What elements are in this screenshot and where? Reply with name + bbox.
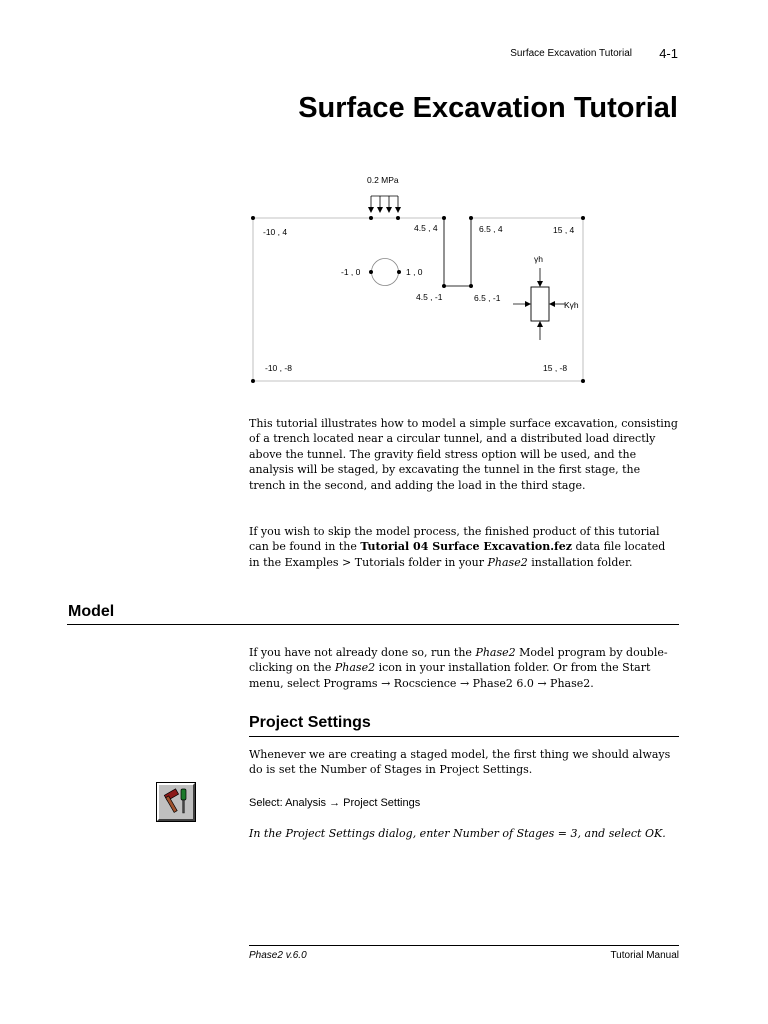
coord-tunnel-left: -1 , 0 bbox=[341, 267, 361, 277]
coord-trench-top-left: 4.5 , 4 bbox=[414, 223, 438, 233]
coord-tunnel-right: 1 , 0 bbox=[406, 267, 423, 277]
running-header-title: Surface Excavation Tutorial bbox=[510, 48, 632, 59]
model-paragraph: If you have not already done so, run the Phase2 Model program by double-clicking on the Phase2 icon in your installation folder. Or from the Start menu, select Programs → Rocscience → Phase2 6.0 → Phase2. bbox=[249, 646, 668, 690]
page-title: Surface Excavation Tutorial bbox=[298, 92, 678, 124]
coord-trench-top-right: 6.5 , 4 bbox=[479, 224, 503, 234]
project-settings-paragraph: Whenever we are creating a staged model, the first thing we should always do is set the Number of Stages in Project Settings. bbox=[249, 748, 671, 777]
subsection-heading-project-settings: Project Settings bbox=[249, 714, 371, 731]
footer-rule bbox=[249, 945, 679, 946]
tunnel-circle bbox=[372, 259, 399, 286]
coord-trench-bottom-right: 6.5 , -1 bbox=[474, 293, 501, 303]
coord-bottom-left: -10 , -8 bbox=[265, 363, 292, 373]
footer-manual-title: Tutorial Manual bbox=[610, 950, 679, 961]
trench-outline bbox=[444, 218, 471, 286]
stress-element bbox=[531, 287, 549, 321]
excavation-model-figure bbox=[240, 165, 600, 390]
select-instruction: Select: Analysis → Project Settings bbox=[249, 797, 421, 809]
subsection-rule bbox=[249, 736, 679, 737]
section-heading-model: Model bbox=[68, 603, 115, 620]
horizontal-stress-label: Kγh bbox=[564, 300, 579, 310]
page-number: 4-1 bbox=[659, 46, 678, 61]
intro-paragraph-2: If you wish to skip the model process, the finished product of this tutorial can be found in the Tutorial 04 Surface Excavation.fez data file located in the Examples > Tutorials folder in your Phase2 installation folder. bbox=[249, 525, 666, 569]
load-label: 0.2 MPa bbox=[367, 175, 399, 185]
coord-top-left: -10 , 4 bbox=[263, 227, 288, 237]
project-settings-icon bbox=[159, 785, 193, 819]
footer-version: Phase2 v.6.0 bbox=[249, 950, 307, 961]
vertical-stress-label: γh bbox=[534, 254, 543, 264]
coord-trench-bottom-left: 4.5 , -1 bbox=[416, 292, 443, 302]
example-file-name: Tutorial 04 Surface Excavation.fez bbox=[360, 540, 573, 554]
project-settings-toolbar-button[interactable] bbox=[157, 783, 195, 821]
load-arrows bbox=[371, 196, 398, 212]
intro-paragraph-1: This tutorial illustrates how to model a simple surface excavation, consisting of a trench located near a circular tunnel, and a distributed load directly above the tunnel. The gravity field stress option will be used, and the analysis will be staged, by excavating the tunnel in the first stage, the trench in the second, and adding the load in the third stage. bbox=[249, 417, 678, 492]
section-rule bbox=[67, 624, 679, 625]
coord-top-right: 15 , 4 bbox=[553, 225, 575, 235]
dialog-instruction: In the Project Settings dialog, enter Number of Stages = 3, and select OK. bbox=[249, 827, 666, 840]
coord-bottom-right: 15 , -8 bbox=[543, 363, 568, 373]
